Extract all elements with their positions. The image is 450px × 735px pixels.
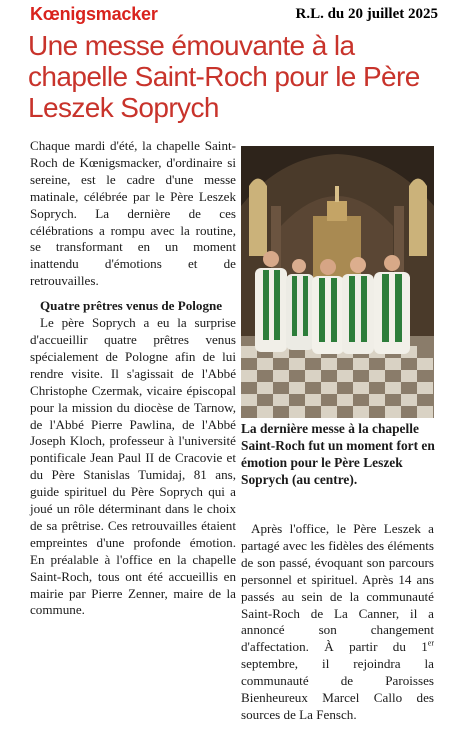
subheading: Quatre prêtres venus de Pologne bbox=[40, 298, 223, 314]
intro-paragraph: Chaque mardi d'été, la chapelle Saint-Roch de Kœnigsmacker, d'ordinaire si sereine, est le cadre d'une messe matinale, célébrée par le Père Leszek Soprych. La dernière de ces célébrations a rompu avec la routine, se transformant en un moment inattendu d'émotions et de retrouvailles. bbox=[30, 138, 236, 289]
article-photo bbox=[241, 146, 434, 418]
left-column bbox=[30, 138, 236, 619]
ordinal-superscript: er bbox=[427, 638, 434, 648]
article-headline: Une messe émouvante à la chapelle Saint-Roch pour le Père Leszek Soprych bbox=[28, 30, 420, 123]
body-paragraph-right bbox=[241, 521, 434, 724]
source-date: R.L. du 20 juillet 2025 bbox=[295, 6, 438, 22]
chapel-interior-image bbox=[241, 146, 434, 418]
body-paragraph-left: Le père Soprych a eu la surprise d'accueillir quatre prêtres venus spécialement de Pologne afin de lui rendre visite. Il s'agissait de l'Abbé Christophe Czermak, vicaire épiscopal pour la mission du diocèse de Tarnow, de l'Abbé Pierre Pawlina, de l'Abbé Joseph Kloch, professeur à l'université pontificale Jean Paul II de Cracovie et du Père Stanislas Tumidaj, 81 ans, guide spirituel du Père Soprych qui a joué un rôle déterminant dans le choix de sa prêtrise. Ces retrouvailles étaient empreintes d'une profonde émotion. En préalable à l'office en la chapelle Saint-Roch, tous ont été accueillis en mairie par Pierre Zenner, maire de la commune. bbox=[30, 315, 236, 618]
right-column bbox=[241, 521, 434, 724]
body-right-part-a: Après l'office, le Père Leszek a partagé avec les fidèles des éléments de son passé, évoquant son parcours personnel et spirituel. Après 14 ans passés au sein de la communauté Saint-Roch de La Canner, il a annoncé son changement d'affectation. À partir du 1 bbox=[241, 521, 434, 655]
town-name: Kœnigsmacker bbox=[30, 4, 158, 24]
photo-caption: La dernière messe à la chapelle Saint-Roch fut un moment fort en émotion pour le Père Leszek Soprych (au centre). bbox=[241, 421, 435, 487]
body-right-part-b: septembre, il rejoindra la communauté de Paroisses Bienheureux Marcel Callo des sources de La Fensch. bbox=[241, 656, 434, 722]
